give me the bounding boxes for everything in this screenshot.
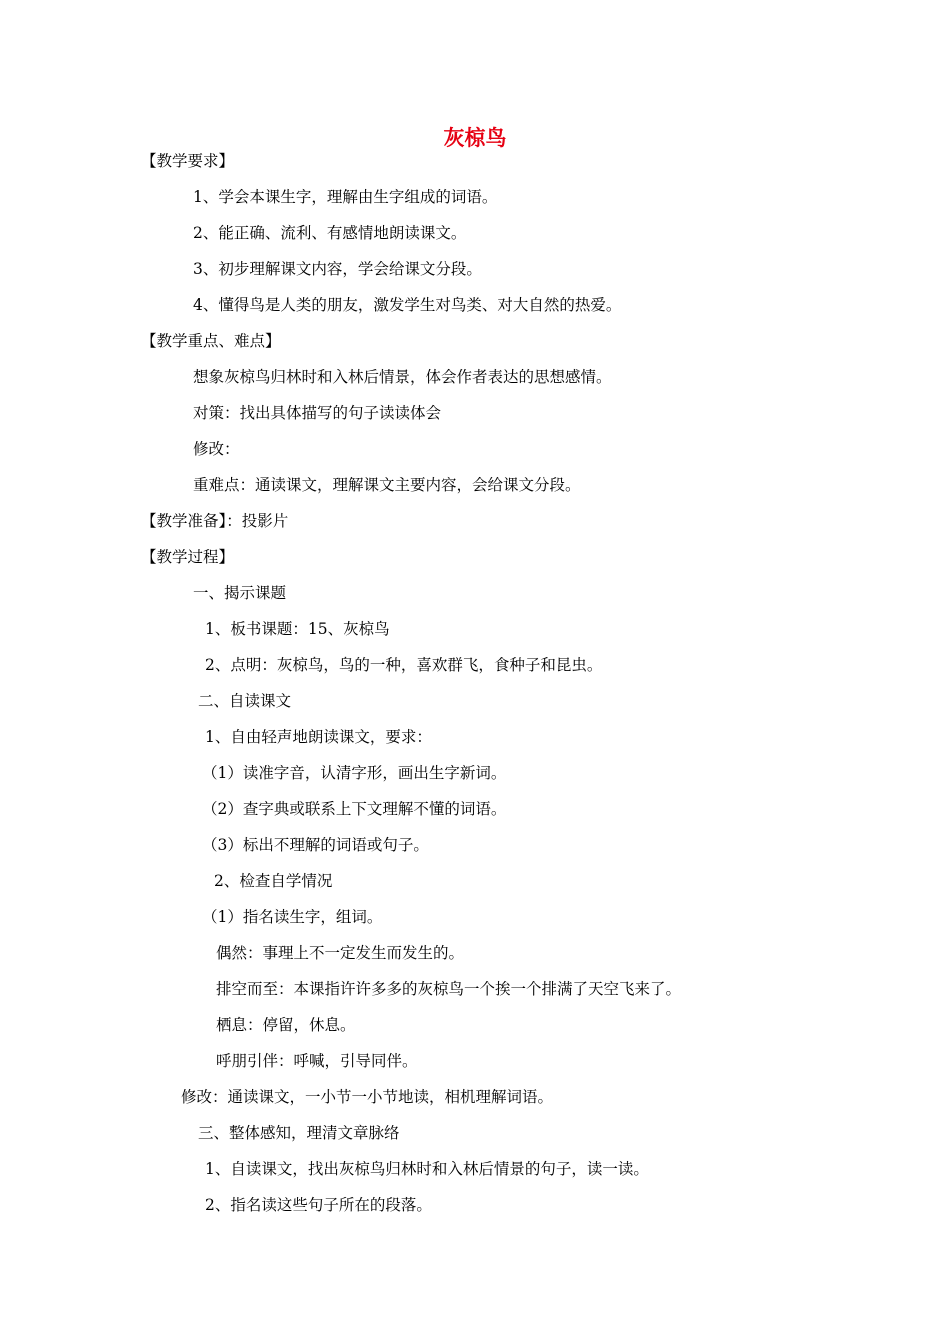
requirement-item-4: 4、懂得鸟是人类的朋友，激发学生对鸟类、对大自然的热爱。 xyxy=(193,296,622,314)
process-step-2-sub-1: （1）读准字音，认清字形，画出生字新词。 xyxy=(202,764,507,782)
process-step-2-heading: 二、自读课文 xyxy=(198,692,292,710)
section-heading-requirements: 【教学要求】 xyxy=(141,152,235,170)
process-step-2-item-1: 1、自由轻声地朗读课文，要求： xyxy=(205,728,432,746)
revision-label: 修改： xyxy=(193,440,240,458)
vocab-item-qixi: 栖息：停留，休息。 xyxy=(216,1016,356,1034)
vocab-item-hupengyinban: 呼朋引伴：呼喊，引导同伴。 xyxy=(216,1052,418,1070)
key-difficulty-text: 重难点：通读课文，理解课文主要内容，会给课文分段。 xyxy=(193,476,581,494)
process-step-3-item-2: 2、指名读这些句子所在的段落。 xyxy=(205,1196,432,1214)
strategy-text: 对策：找出具体描写的句子读读体会 xyxy=(193,404,442,422)
process-step-1-heading: 一、揭示课题 xyxy=(193,584,287,602)
vocab-item-paikongerzhi: 排空而至：本课指许许多多的灰椋鸟一个挨一个排满了天空飞来了。 xyxy=(216,980,682,998)
requirement-item-1: 1、学会本课生字，理解由生字组成的词语。 xyxy=(193,188,498,206)
section-heading-key-points: 【教学重点、难点】 xyxy=(141,332,281,350)
section-heading-process: 【教学过程】 xyxy=(141,548,235,566)
vocab-item-ouran: 偶然：事理上不一定发生而发生的。 xyxy=(216,944,465,962)
requirement-item-3: 3、初步理解课文内容，学会给课文分段。 xyxy=(193,260,482,278)
process-step-2-sub-4: （1）指名读生字，组词。 xyxy=(202,908,383,926)
process-step-3-heading: 三、整体感知，理清文章脉络 xyxy=(198,1124,400,1142)
process-step-3-item-1: 1、自读课文，找出灰椋鸟归林时和入林后情景的句子，读一读。 xyxy=(205,1160,649,1178)
requirement-item-2: 2、能正确、流利、有感情地朗读课文。 xyxy=(193,224,467,242)
process-step-2-item-2: 2、检查自学情况 xyxy=(214,872,333,890)
revision-note: 修改：通读课文，一小节一小节地读，相机理解词语。 xyxy=(181,1088,554,1106)
process-step-1-item-2: 2、点明：灰椋鸟，鸟的一种，喜欢群飞，食种子和昆虫。 xyxy=(205,656,603,674)
process-step-2-sub-3: （3）标出不理解的词语或句子。 xyxy=(202,836,429,854)
process-step-2-sub-2: （2）查字典或联系上下文理解不懂的词语。 xyxy=(202,800,507,818)
key-point-text: 想象灰椋鸟归林时和入林后情景，体会作者表达的思想感情。 xyxy=(193,368,612,386)
section-heading-preparation: 【教学准备】：投影片 xyxy=(141,512,289,530)
process-step-1-item-1: 1、板书课题：15、灰椋鸟 xyxy=(205,620,390,638)
document-title: 灰椋鸟 xyxy=(443,126,507,150)
